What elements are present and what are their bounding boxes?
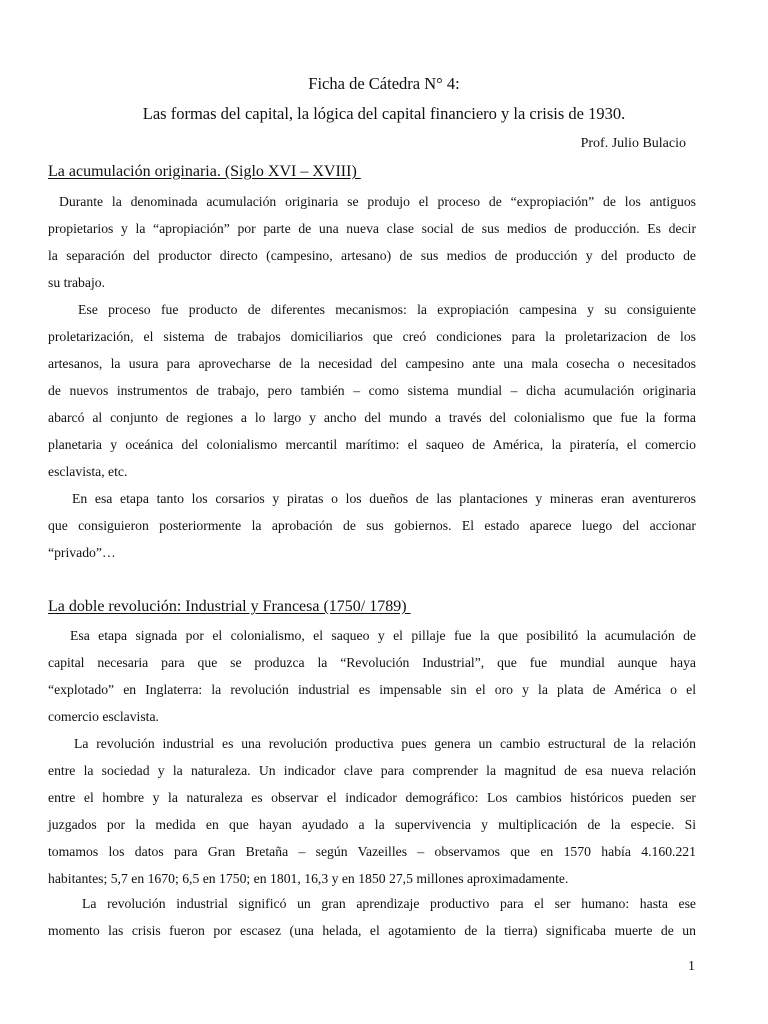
text-line: de nuevos instrumentos de trabajo, pero también – como sistema mundial – dicha acumulación originaria (48, 383, 696, 398)
text-line: su trabajo. (48, 275, 106, 290)
text-line: abarcó al conjunto de regiones a lo largo y ancho del mundo a través del colonialismo que fue la forma (48, 410, 696, 425)
paragraph (48, 730, 696, 892)
paragraph (48, 188, 696, 296)
text-line: La revolución industrial es una revolución productiva pues genera un cambio estructural de la relación (74, 736, 696, 751)
text-line: “explotado” en Inglaterra: la revolución industrial es impensable sin el oro y la plata de América o el (48, 682, 696, 697)
text-line: La revolución industrial significó un gran aprendizaje productivo para el ser humano: hasta ese (82, 896, 696, 911)
text-line: En esa etapa tanto los corsarios y piratas o los dueños de las plantaciones y mineras eran aventureros (72, 491, 696, 506)
text-line: juzgados por la medida en que hayan ayudado a la supervivencia y multiplicación de la especie. Si (48, 817, 696, 832)
text-line: Durante la denominada acumulación originaria se produjo el proceso de “expropiación” de los antiguos (59, 194, 696, 209)
text-line: esclavista, etc. (48, 464, 128, 479)
text-line: entre el hombre y la naturaleza es observar el indicador demográfico: Los cambios históricos pueden ser (48, 790, 696, 805)
text-line: Ese proceso fue producto de diferentes mecanismos: la expropiación campesina y su consiguiente (78, 302, 696, 317)
paragraph (48, 622, 696, 730)
text-line: Esa etapa signada por el colonialismo, el saqueo y el pillaje fue la que posibilitó la acumulación de (70, 628, 696, 643)
text-line: artesanos, la usura para aprovecharse de la necesidad del campesino ante una mala cosecha o necesitados (48, 356, 696, 371)
section-heading-acumulacion: La acumulación originaria. (Siglo XVI – XVIII) (48, 163, 361, 180)
author-name: Prof. Julio Bulacio (580, 136, 686, 151)
text-line: habitantes; 5,7 en 1670; 6,5 en 1750; en 1801, 16,3 y en 1850 27,5 millones aproximadamente. (48, 871, 569, 886)
text-line: “privado”… (48, 545, 116, 560)
document-title: Ficha de Cátedra N° 4: (308, 74, 460, 93)
text-line: la separación del productor directo (campesino, artesano) de sus medios de producción y del producto de (48, 248, 696, 263)
paragraph (48, 485, 696, 566)
text-line: entre la sociedad y la naturaleza. Un indicador clave para comprender la magnitud de esa nueva relación (48, 763, 696, 778)
page-number: 1 (688, 959, 695, 974)
section-heading-doble-revolucion: La doble revolución: Industrial y Francesa (1750/ 1789) (48, 598, 411, 615)
text-line: planetaria y oceánica del colonialismo mercantil marítimo: el saqueo de América, la piratería, el comercio (48, 437, 696, 452)
text-line: tomamos los datos para Gran Bretaña – según Vazeilles – observamos que en 1570 había 4.160.221 (48, 844, 696, 859)
text-line: comercio esclavista. (48, 709, 159, 724)
paragraph (48, 296, 696, 485)
text-line: que consiguieron posteriormente la aprobación de sus gobiernos. El estado aparece luego del accionar (48, 518, 696, 533)
document-subtitle: Las formas del capital, la lógica del capital financiero y la crisis de 1930. (142, 104, 626, 123)
text-line: capital necesaria para que se produzca la “Revolución Industrial”, que fue mundial aunque haya (48, 655, 696, 670)
text-line: momento las crisis fueron por escasez (una helada, el agotamiento de la tierra) significaba muerte de un (48, 923, 696, 938)
text-line: propietarios y la “apropiación” por parte de una nueva clase social de sus medios de producción. Es decir (48, 221, 696, 236)
text-line: proletarización, el sistema de trabajos domiciliarios que creó condiciones para la proletarizacion de los (48, 329, 696, 344)
paragraph (48, 890, 696, 944)
